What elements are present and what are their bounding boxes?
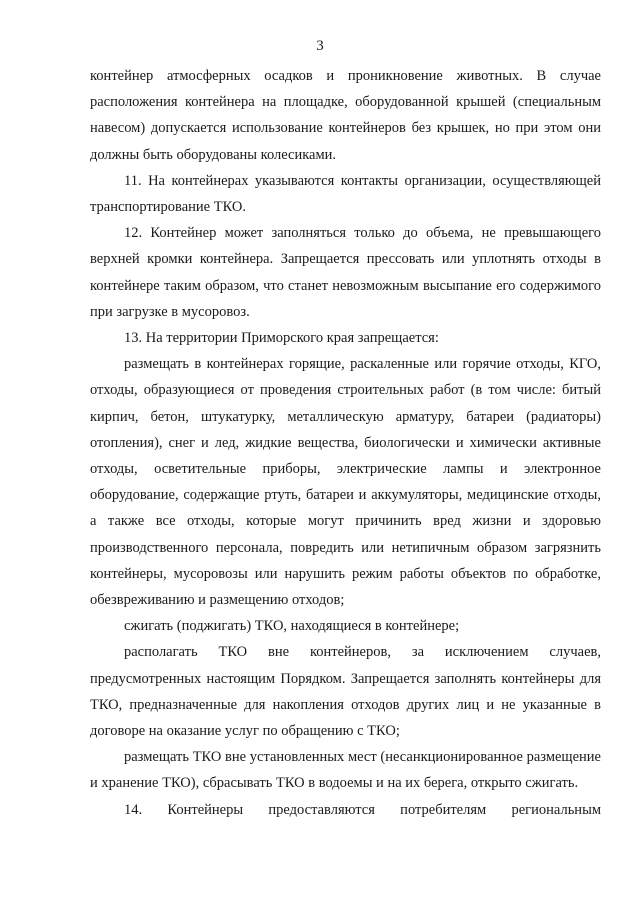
paragraph: располагать ТКО вне контейнеров, за исключением случаев, предусмотренных настоящим Порядком. Запрещается заполнять контейнеры для ТКО, предназначенные для накопления отходов других лиц и не указанные в договоре на оказание услуг по обращению с ТКО; — [90, 644, 601, 740]
paragraph: контейнер атмосферных осадков и проникновение животных. В случае расположения контейнера на площадке, оборудованной крышей (специальным навесом) допускается использование контейнеров без крышек, но при этом они должны быть оборудованы колесиками. — [90, 68, 601, 163]
paragraph: размещать ТКО вне установленных мест (несанкционированное размещение и хранение ТКО), сбрасывать ТКО в водоемы и на их берега, открыто сжигать. — [90, 749, 601, 792]
paragraph: размещать в контейнерах горящие, раскаленные или горячие отходы, КГО, отходы, образующиеся от проведения строительных работ (в том числе: битый кирпич, бетон, штукатурку, металлическую арматуру, батареи (радиаторы) отопления), снег и лед, жидкие вещества, биологически и химически активные отходы, осветительные приборы, электрические лампы и электронное оборудование, содержащие ртуть, батареи и аккумуляторы, медицинские отходы, а также все отходы, которые могут причинить вред жизни и здоровью производственного персонала, повредить или нетипичным образом загрязнить контейнеры, мусоровозы или нарушить режим работы объектов по обработке, обезвреживанию и размещению отходов; — [90, 356, 601, 609]
paragraph: 13. На территории Приморского края запрещается: — [124, 330, 439, 347]
paragraph: 12. Контейнер может заполняться только до объема, не превышающего верхней кромки контейнера. Запрещается прессовать или уплотнять отходы в контейнере таким образом, что станет невозможным высыпание его содержимого при загрузке в мусоровоз. — [90, 225, 601, 320]
paragraph: 11. На контейнерах указываются контакты организации, осуществляющей транспортирование ТКО. — [90, 172, 601, 216]
document-body — [90, 63, 601, 823]
paragraph: 14. Контейнеры предоставляются потребителям региональным — [124, 801, 601, 818]
page-number: 3 — [316, 38, 324, 54]
paragraph: сжигать (поджигать) ТКО, находящиеся в контейнере; — [124, 618, 460, 635]
